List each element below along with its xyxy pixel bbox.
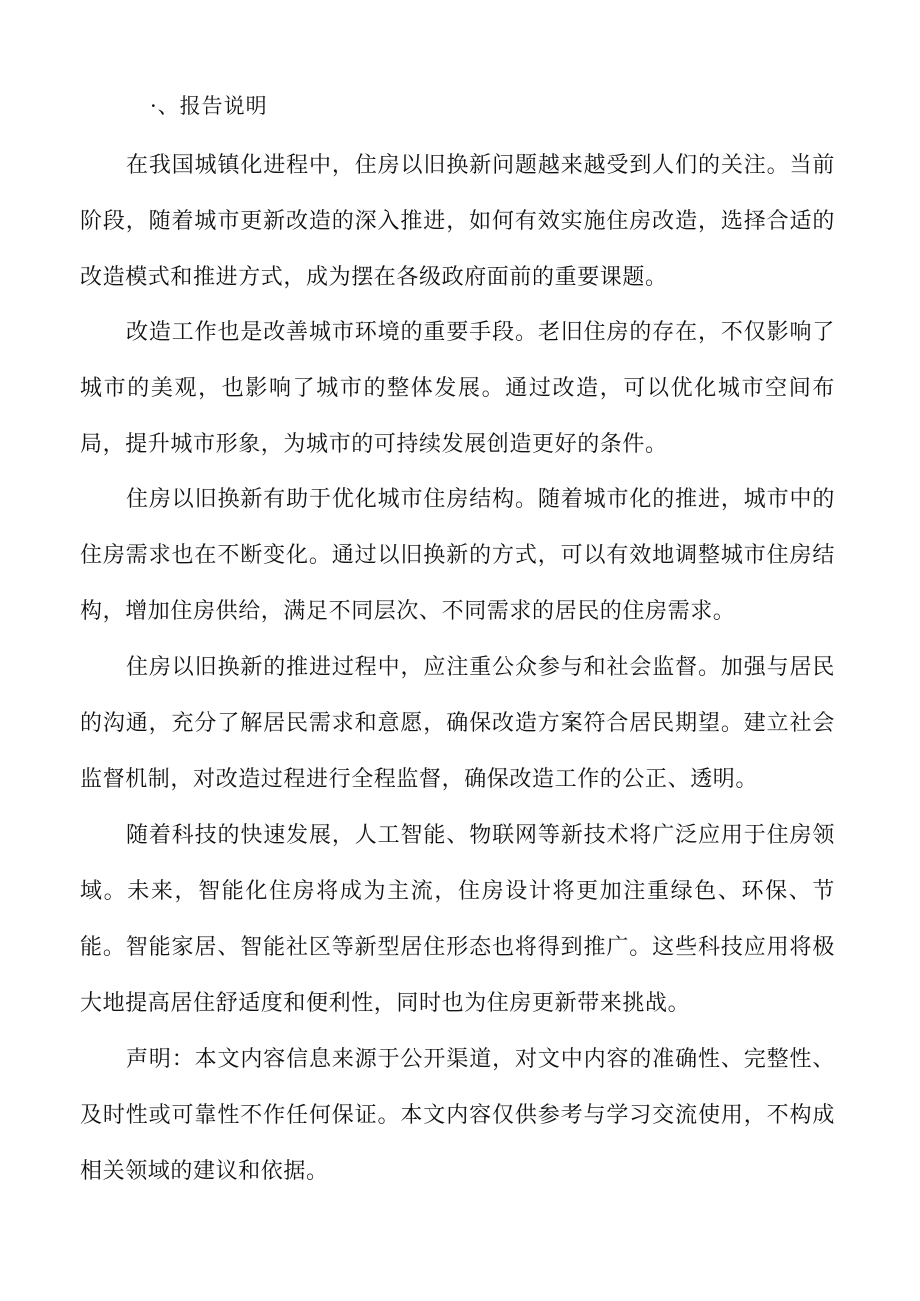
paragraph-technology: 随着科技的快速发展，人工智能、物联网等新技术将广泛应用于住房领域。未来，智能化住房将成为主流，住房设计将更加注重绿色、环保、节能。智能家居、智能社区等新型居住形态也将得到推广。这些科技应用将极大地提高居住舒适度和便利性，同时也为住房更新带来挑战。: [80, 823, 835, 1016]
paragraph-intro: 在我国城镇化进程中，住房以旧换新问题越来越受到人们的关注。当前阶段，随着城市更新改造的深入推进，如何有效实施住房改造，选择合适的改造模式和推进方式，成为摆在各级政府面前的重要课题。: [80, 153, 835, 290]
section-heading: ·、报告说明: [150, 94, 268, 118]
paragraph-participation: 住房以旧换新的推进过程中，应注重公众参与和社会监督。加强与居民的沟通，充分了解居民需求和意愿，确保改造方案符合居民期望。建立社会监督机制，对改造过程进行全程监督，确保改造工作的公正、透明。: [80, 655, 835, 792]
paragraph-structure: 住房以旧换新有助于优化城市住房结构。随着城市化的推进，城市中的住房需求也在不断变化。通过以旧换新的方式，可以有效地调整城市住房结构，增加住房供给，满足不同层次、不同需求的居民的住房需求。: [80, 487, 835, 624]
paragraph-disclaimer: 声明：本文内容信息来源于公开渠道，对文中内容的准确性、完整性、及时性或可靠性不作任何保证。本文内容仅供参考与学习交流使用，不构成相关领域的建议和依据。: [80, 1047, 835, 1184]
paragraph-environment: 改造工作也是改善城市环境的重要手段。老旧住房的存在，不仅影响了城市的美观，也影响了城市的整体发展。通过改造，可以优化城市空间布局，提升城市形象，为城市的可持续发展创造更好的条件。: [80, 320, 835, 457]
